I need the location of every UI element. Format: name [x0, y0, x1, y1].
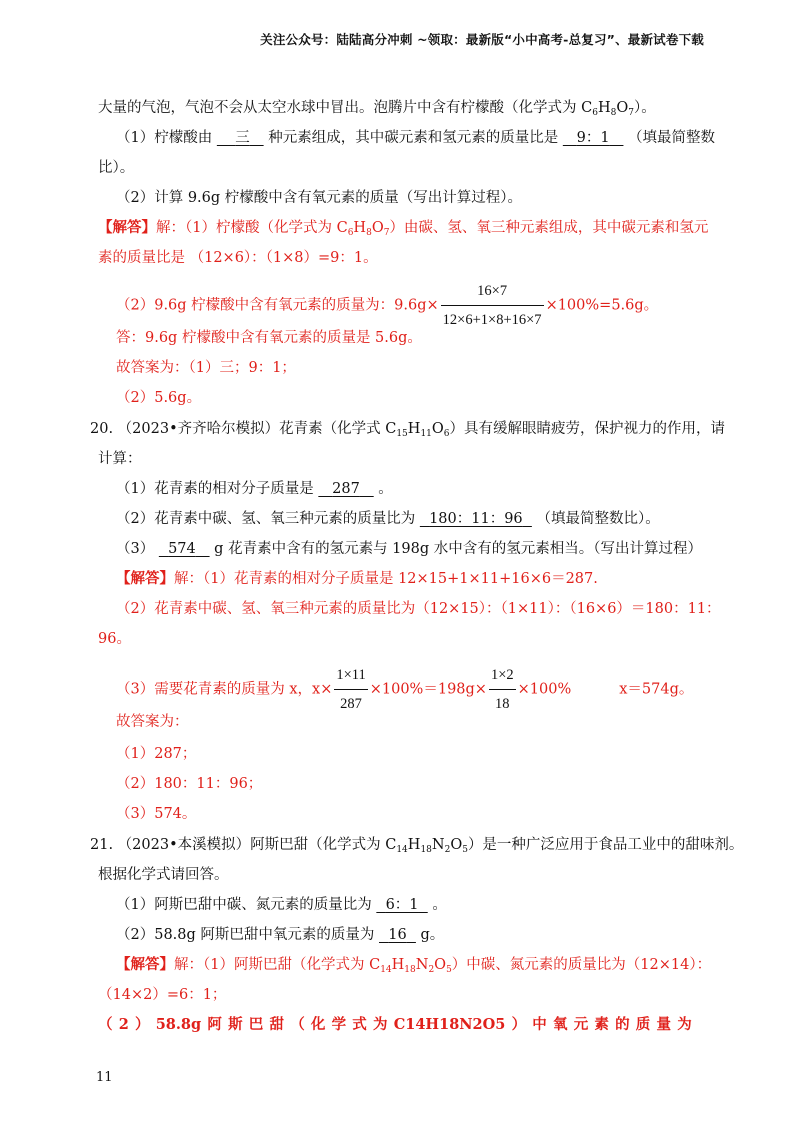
text: N: [415, 957, 429, 973]
text: ）中碳、氮元素的质量比为（12×14）：: [451, 957, 712, 973]
text: 21. （2023•本溪模拟）阿斯巴甜（化学式为 C: [90, 837, 397, 853]
answer-line: 答：9.6g 柠檬酸中含有氧元素的质量是 5.6g。: [116, 330, 422, 346]
subscript: 5: [446, 965, 452, 975]
answer-blank: 6：1: [385, 897, 419, 913]
text: H: [597, 100, 611, 116]
page-header: 关注公众号：陆陆高分冲刺 ~领取：最新版“小中高考-总复习”、最新试卷下载: [260, 32, 704, 47]
text: 阿: [207, 1016, 222, 1033]
subscript: 18: [420, 845, 432, 855]
answer-line: （2）5.6g。: [116, 390, 202, 406]
text: 大量的气泡，气泡不会从太空水球中冒出。泡腾片中含有柠檬酸（化学式为 C: [98, 100, 593, 116]
text: ）是一种广泛应用于食品工业中的甜味剂。: [467, 837, 744, 853]
answer-label: 【解答】: [98, 219, 156, 236]
text: 解：（1）柠檬酸（化学式为 C: [156, 220, 348, 236]
text: （2）9.6g 柠檬酸中含有氧元素的质量为：9.6g×: [116, 297, 439, 314]
answer-line: （2）180：11：96；: [116, 776, 263, 792]
text: 。: [427, 897, 447, 913]
text: 解：（1）阿斯巴甜（化学式为 C: [174, 957, 381, 973]
subscript: 7: [383, 228, 390, 238]
text: 素: [594, 1016, 609, 1033]
subscript: 8: [610, 108, 617, 118]
answer-blank: 16: [388, 927, 407, 943]
text: O: [450, 837, 463, 853]
text: x＝574g。: [619, 681, 694, 698]
text: 58.8g: [155, 1016, 202, 1033]
text: g。: [415, 927, 445, 943]
text-line: 计算：: [98, 451, 142, 467]
text: N: [431, 837, 445, 853]
answer-line: 素的质量比是 （12×6）：（1×8）=9：1。: [98, 250, 378, 266]
text: 元: [573, 1016, 589, 1033]
text: 解：（1）花青素的相对分子质量是 12×15+1×11+16×6＝287.: [174, 571, 598, 587]
answer-line: 故答案为：: [116, 714, 189, 730]
text: g 花青素中含有的氢元素与 198g 水中含有的氢元素相当。（写出计算过程）: [209, 541, 703, 557]
text: 20. （2023•齐齐哈尔模拟）花青素（化学式 C: [90, 421, 397, 437]
subscript: 8: [366, 228, 372, 238]
text: H: [407, 421, 421, 437]
text: O: [616, 100, 629, 116]
subscript: 6: [347, 228, 354, 238]
text-line: 根据化学式请回答。: [98, 867, 229, 883]
answer-blank: 9：1: [576, 130, 610, 146]
text: ）。: [633, 100, 656, 116]
text: H: [353, 220, 367, 236]
text: （填最简整数: [623, 130, 716, 146]
text: O: [431, 421, 444, 437]
question-20-2: [116, 509, 660, 529]
answer-formula: [116, 278, 658, 333]
question-21-2: [116, 925, 444, 945]
answer-blank: 287: [332, 481, 360, 497]
text: 。: [373, 481, 393, 497]
text: ）由碳、氢、氧三种元素组成，其中碳元素和氢元: [389, 220, 709, 236]
question-20-1: [116, 479, 393, 499]
subscript: 7: [628, 108, 634, 118]
text: 巴: [248, 1016, 264, 1033]
text: ×100%＝198g×: [369, 681, 487, 698]
answer-formula: [116, 662, 693, 717]
question-20-3: [116, 539, 702, 559]
text: 斯: [228, 1016, 243, 1033]
fraction: $\frac{1\times 11}{287}$: [334, 662, 367, 717]
text: H: [407, 837, 421, 853]
answer-line: 96。: [98, 631, 131, 647]
subscript: 2: [444, 845, 451, 855]
text: （3）需要花青素的质量为 x，x×: [116, 681, 333, 698]
text: ）具有缓解眼睛疲劳，保护视力的作用，请: [449, 421, 726, 437]
text: 种元素组成，其中碳元素和氢元素的质量比是: [263, 130, 563, 146]
answer-blank: 180：11：96: [429, 511, 523, 527]
text: ×100%=5.6g。: [545, 297, 659, 314]
subscript: 5: [462, 845, 468, 855]
text: （填最简整数比）。: [531, 511, 660, 527]
subscript: 14: [396, 845, 408, 855]
fraction: $\frac{1\times 2}{18}$: [489, 662, 516, 717]
answer-label: 【解答】: [116, 956, 174, 973]
text: H: [391, 957, 405, 973]
answer-line: （14×2）=6：1；: [98, 987, 227, 1003]
text: 量: [656, 1016, 671, 1033]
text: 2: [118, 1016, 129, 1033]
answer-line-justified: [98, 1015, 692, 1035]
subscript: 2: [428, 965, 435, 975]
text: 氧: [552, 1016, 568, 1033]
answer-blank: 三: [235, 130, 250, 146]
text: （1）阿斯巴甜中碳、氮元素的质量比为: [116, 897, 377, 913]
text: O: [371, 220, 384, 236]
text: 故答案为：（1）三；9：1；: [116, 360, 296, 376]
formula-text: C14H18N2O5: [393, 1016, 506, 1033]
subscript: 14: [380, 965, 392, 975]
fraction: $\frac{16\times 7}{12\times 6+1\times 8+16\times 7}$: [441, 278, 544, 333]
answer-label: 【解答】: [116, 570, 174, 587]
text: 式: [352, 1016, 367, 1033]
text: O: [434, 957, 447, 973]
answer-line: （3）574。: [116, 806, 197, 822]
text-line: 比）。: [98, 160, 135, 176]
question-21-1: [116, 895, 447, 915]
subscript: 18: [404, 965, 416, 975]
answer-line: （1）287；: [116, 746, 197, 762]
text: （2）花青素中碳、氢、氧三种元素的质量比为: [116, 511, 420, 527]
page-number: 11: [96, 1070, 113, 1085]
text: 为: [373, 1016, 388, 1033]
text: 甜: [269, 1016, 284, 1033]
text: （: [98, 1016, 113, 1033]
question-20: [90, 419, 725, 439]
subscript: 6: [443, 429, 450, 439]
text: ）: [511, 1016, 527, 1033]
text: （: [290, 1016, 305, 1033]
text: ）: [135, 1016, 150, 1033]
text: ×100%: [517, 681, 572, 698]
answer-line: [116, 569, 598, 589]
text: （2）58.8g 阿斯巴甜中氧元素的质量为: [116, 927, 380, 943]
subscript: 11: [420, 429, 432, 439]
text-line: [98, 98, 656, 118]
subscript: 15: [396, 429, 408, 439]
text: （1）花青素的相对分子质量是: [116, 481, 319, 497]
text: 中: [532, 1016, 547, 1033]
text: （1）柠檬酸由: [116, 130, 217, 146]
text: 学: [331, 1016, 347, 1033]
text: 化: [310, 1016, 326, 1033]
answer-line: （2）花青素中碳、氢、氧三种元素的质量比为（12×15）：（1×11）：（16×6）＝180：11：: [116, 601, 721, 617]
text: 质: [635, 1016, 651, 1033]
answer-line: [116, 955, 711, 975]
text: 为: [677, 1016, 692, 1033]
answer-blank: 574: [168, 541, 196, 557]
answer-line: [116, 358, 296, 378]
question-21: [90, 835, 743, 855]
text: （3）: [116, 541, 159, 557]
answer-line: [98, 218, 708, 238]
text: 的: [615, 1016, 630, 1033]
question-1: [116, 128, 715, 148]
subscript: 6: [592, 108, 598, 118]
question-2: （2）计算 9.6g 柠檬酸中含有氧元素的质量（写出计算过程）。: [116, 190, 523, 206]
